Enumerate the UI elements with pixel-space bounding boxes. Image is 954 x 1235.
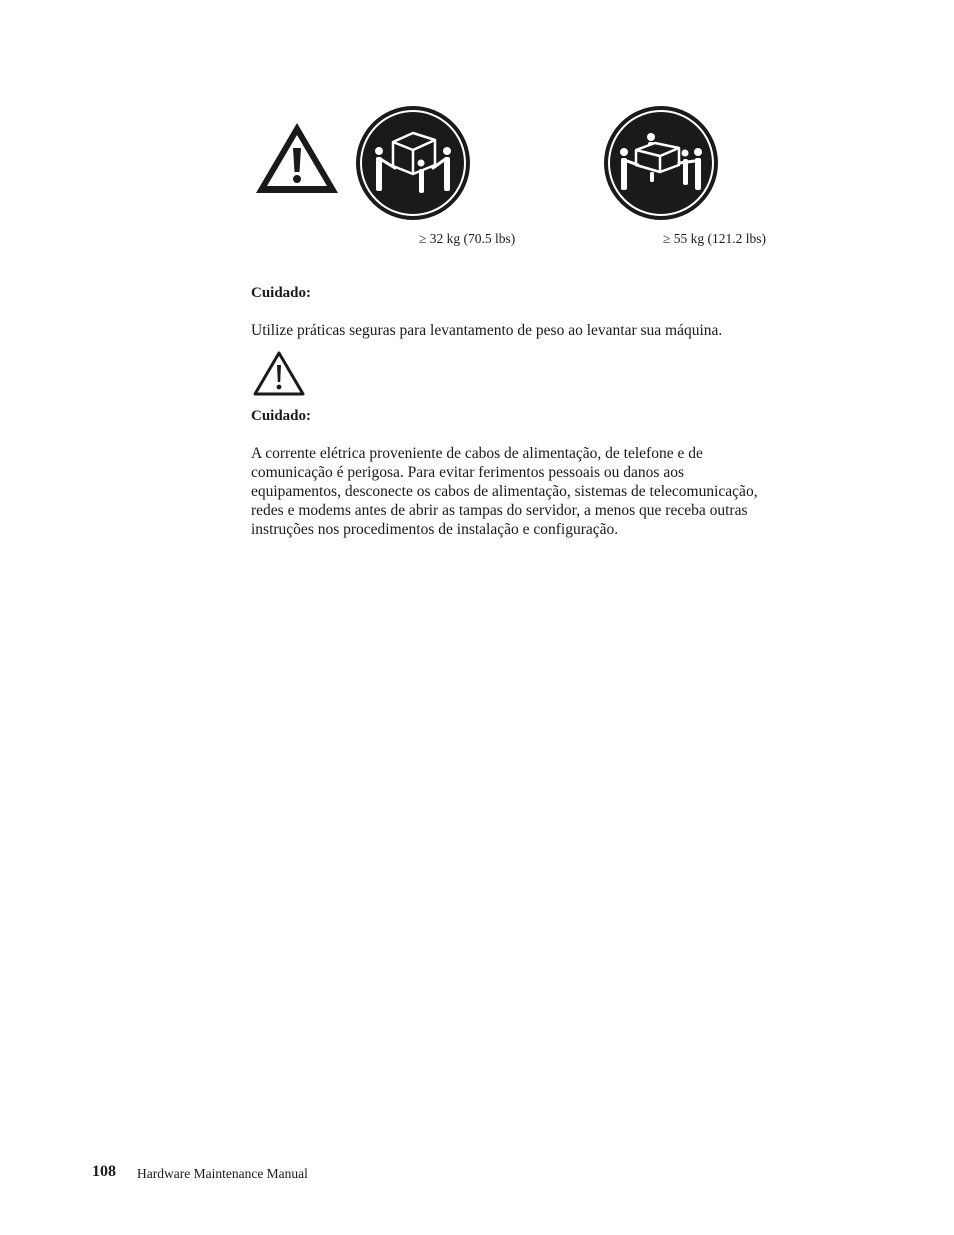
paragraph-line: redes e modems antes de abrir as tampas do servidor, a menos que receba outras <box>251 502 748 519</box>
caution-lifting-text: Utilize práticas seguras para levantamento de peso ao levantar sua máquina. <box>251 322 723 339</box>
weight-caption-55kg: ≥ 55 kg (121.2 lbs) <box>663 231 767 246</box>
caution-heading: Cuidado: <box>251 408 312 424</box>
caution-electrical-text <box>251 444 851 539</box>
two-person-lift-icon <box>355 105 471 221</box>
warning-triangle-icon <box>253 351 305 397</box>
paragraph-line: A corrente elétrica proveniente de cabos de alimentação, de telefone e de <box>251 445 703 462</box>
warning-triangle-icon <box>254 120 340 196</box>
manual-title: Hardware Maintenance Manual <box>137 1166 308 1181</box>
paragraph-line: equipamentos, desconecte os cabos de alimentação, sistemas de telecomunicação, <box>251 483 758 500</box>
page-number: 108 <box>92 1163 116 1180</box>
paragraph-line: instruções nos procedimentos de instalação e configuração. <box>251 521 619 538</box>
weight-caption-32kg: ≥ 32 kg (70.5 lbs) <box>419 231 516 246</box>
caution-heading: Cuidado: <box>251 285 312 301</box>
paragraph-line: comunicação é perigosa. Para evitar ferimentos pessoais ou danos aos <box>251 464 684 481</box>
three-person-lift-icon <box>603 105 719 221</box>
